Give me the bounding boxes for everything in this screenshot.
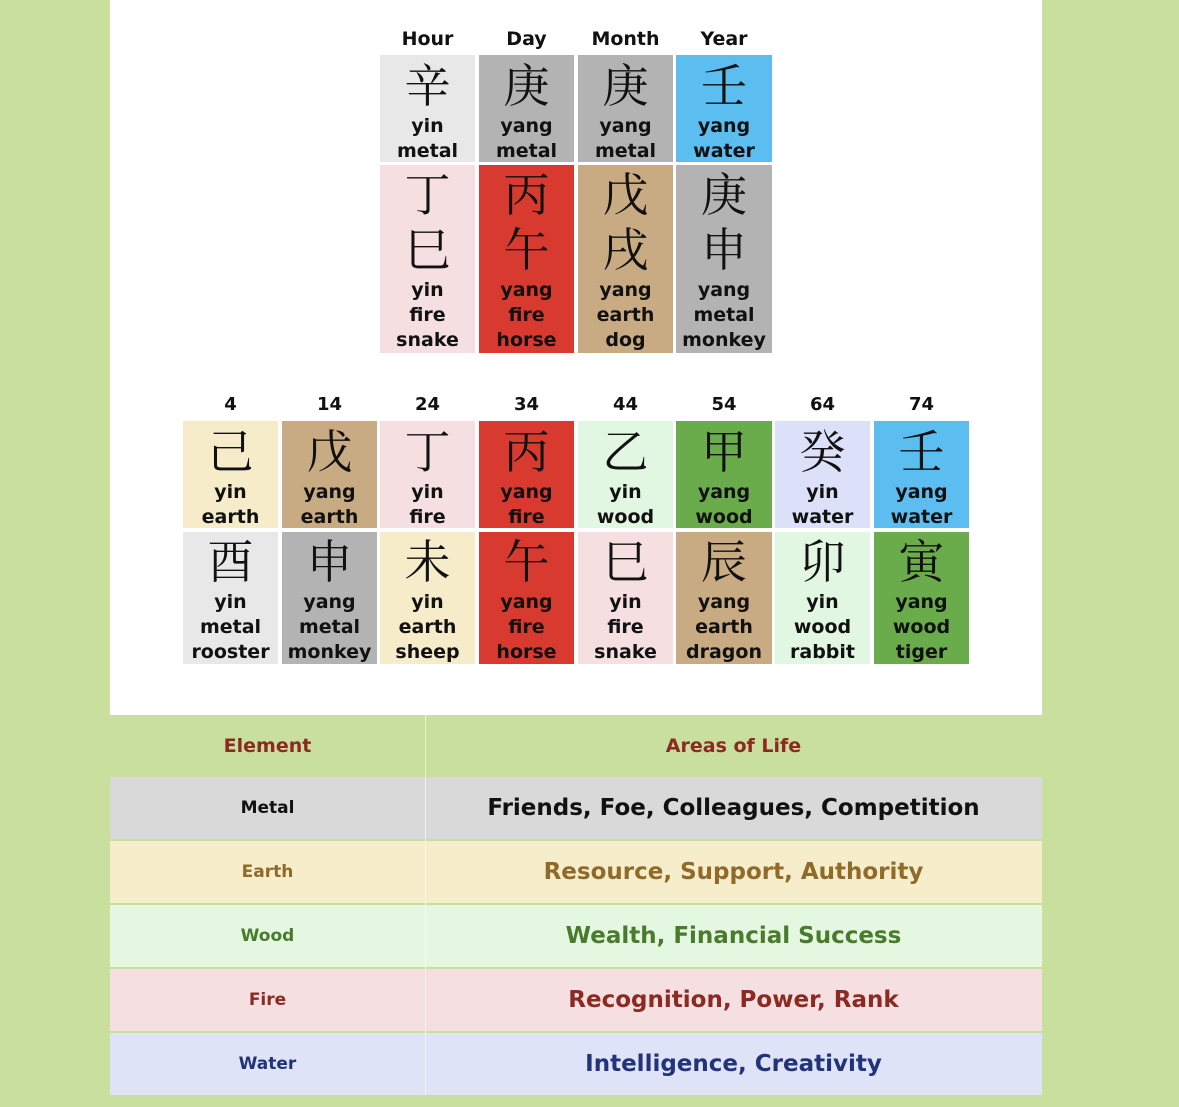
hidden-stem-char: 戊 bbox=[602, 168, 649, 222]
luck-age: 54 bbox=[711, 394, 737, 415]
luck-age: 44 bbox=[612, 394, 639, 415]
branch-animal: monkey bbox=[287, 641, 372, 663]
branch-element: earth bbox=[596, 304, 655, 326]
branch-animal: rabbit bbox=[790, 641, 855, 663]
branch-element: earth bbox=[695, 616, 753, 638]
natal-branch-day bbox=[479, 165, 574, 353]
table-header-row bbox=[110, 715, 1042, 777]
branch-animal: dragon bbox=[686, 641, 762, 663]
stem-polarity: yang bbox=[500, 481, 553, 503]
branch-char: 酉 bbox=[207, 535, 254, 589]
pillar-header-hour: Hour bbox=[401, 28, 454, 50]
stem-polarity: yang bbox=[599, 115, 652, 137]
branch-animal: dog bbox=[605, 329, 646, 351]
branch-char: 巳 bbox=[404, 223, 451, 277]
element-areas: Recognition, Power, Rank bbox=[568, 987, 899, 1013]
branch-polarity: yin bbox=[411, 279, 444, 301]
luck-stem bbox=[775, 421, 870, 528]
branch-polarity: yin bbox=[411, 591, 444, 613]
branch-char: 申 bbox=[701, 223, 747, 277]
table-row-wood bbox=[110, 905, 1042, 967]
branch-polarity: yang bbox=[303, 591, 356, 613]
hidden-stem-char: 庚 bbox=[701, 168, 747, 222]
luck-stem bbox=[874, 421, 969, 528]
luck-age: 34 bbox=[513, 394, 540, 415]
luck-stem bbox=[676, 421, 772, 528]
luck-stem bbox=[282, 421, 377, 528]
branch-animal: horse bbox=[496, 641, 557, 663]
branch-element: fire bbox=[409, 304, 446, 326]
branch-element: metal bbox=[199, 616, 262, 638]
branch-element: earth bbox=[398, 616, 457, 638]
branch-element: wood bbox=[793, 616, 852, 638]
stem-polarity: yin bbox=[411, 115, 444, 137]
branch-animal: snake bbox=[594, 641, 657, 663]
pillar-header-year: Year bbox=[700, 28, 748, 50]
branch-polarity: yang bbox=[895, 591, 948, 613]
element-name: Water bbox=[238, 1054, 297, 1074]
branch-animal: snake bbox=[396, 329, 459, 351]
stem-char: 壬 bbox=[701, 59, 747, 113]
stem-element: earth bbox=[201, 506, 260, 528]
element-name: Earth bbox=[241, 862, 294, 882]
natal-branch-year bbox=[676, 165, 772, 353]
branch-animal: monkey bbox=[682, 329, 766, 351]
branch-element: metal bbox=[693, 304, 755, 326]
branch-element: fire bbox=[607, 616, 644, 638]
stem-polarity: yang bbox=[697, 481, 751, 503]
branch-char: 戌 bbox=[602, 223, 649, 277]
stem-polarity: yin bbox=[411, 481, 444, 503]
luck-branch bbox=[282, 532, 377, 664]
branch-char: 寅 bbox=[898, 535, 945, 589]
branch-char: 未 bbox=[404, 535, 451, 589]
branch-animal: tiger bbox=[895, 641, 948, 663]
branch-polarity: yang bbox=[599, 279, 652, 301]
branch-polarity: yin bbox=[806, 591, 839, 613]
natal-branch-hour bbox=[380, 165, 475, 353]
luck-branch bbox=[183, 532, 278, 664]
luck-age: 14 bbox=[316, 394, 343, 415]
luck-age: 4 bbox=[224, 394, 237, 415]
branch-polarity: yang bbox=[500, 591, 553, 613]
branch-polarity: yang bbox=[500, 279, 553, 301]
luck-stem bbox=[479, 421, 574, 528]
luck-branch bbox=[380, 532, 475, 664]
pillar-header-month: Month bbox=[591, 28, 660, 50]
stem-polarity: yang bbox=[303, 481, 356, 503]
natal-stem-day bbox=[479, 55, 574, 162]
element-areas: Resource, Support, Authority bbox=[543, 859, 924, 885]
stem-char: 甲 bbox=[701, 425, 747, 479]
stem-char: 己 bbox=[207, 425, 254, 479]
stem-polarity: yin bbox=[214, 481, 247, 503]
element-areas: Intelligence, Creativity bbox=[585, 1051, 882, 1077]
hidden-stem-char: 丙 bbox=[503, 168, 550, 222]
branch-polarity: yin bbox=[214, 591, 247, 613]
table-row-fire bbox=[110, 969, 1042, 1031]
stem-polarity: yang bbox=[895, 481, 948, 503]
stem-polarity: yin bbox=[806, 481, 839, 503]
natal-stem-year bbox=[676, 55, 772, 162]
luck-stem bbox=[183, 421, 278, 528]
natal-branch-month bbox=[578, 165, 673, 353]
stem-element: fire bbox=[508, 506, 545, 528]
stem-char: 丁 bbox=[404, 425, 451, 479]
table-header-element: Element bbox=[223, 735, 312, 757]
stem-element: metal bbox=[396, 140, 459, 162]
branch-animal: rooster bbox=[191, 641, 270, 663]
luck-branch bbox=[775, 532, 870, 664]
table-header-areas: Areas of Life bbox=[665, 735, 802, 757]
stem-char: 壬 bbox=[898, 425, 945, 479]
table-column-divider bbox=[425, 715, 426, 1095]
luck-age: 64 bbox=[809, 394, 836, 415]
stem-polarity: yin bbox=[609, 481, 642, 503]
element-name: Fire bbox=[248, 990, 287, 1010]
element-areas: Wealth, Financial Success bbox=[565, 923, 902, 949]
table-row-earth bbox=[110, 841, 1042, 903]
stem-char: 庚 bbox=[602, 59, 649, 113]
branch-element: wood bbox=[892, 616, 951, 638]
stem-element: wood bbox=[596, 506, 655, 528]
stem-element: water bbox=[791, 506, 854, 528]
branch-animal: sheep bbox=[395, 641, 460, 663]
element-name: Wood bbox=[240, 926, 295, 946]
stem-polarity: yang bbox=[500, 115, 553, 137]
stem-char: 癸 bbox=[799, 425, 846, 479]
stem-element: metal bbox=[594, 140, 657, 162]
stem-char: 乙 bbox=[602, 425, 649, 479]
luck-stem bbox=[578, 421, 673, 528]
luck-branch bbox=[578, 532, 673, 664]
branch-char: 辰 bbox=[701, 535, 747, 589]
branch-element: metal bbox=[298, 616, 361, 638]
stem-char: 丙 bbox=[503, 425, 550, 479]
branch-element: fire bbox=[508, 304, 545, 326]
stem-element: fire bbox=[409, 506, 446, 528]
natal-stem-hour bbox=[380, 55, 475, 162]
stem-polarity: yang bbox=[697, 115, 751, 137]
stem-element: wood bbox=[695, 506, 753, 528]
hidden-stem-char: 丁 bbox=[404, 168, 451, 222]
stem-element: water bbox=[890, 506, 953, 528]
stem-element: earth bbox=[300, 506, 359, 528]
natal-stem-month bbox=[578, 55, 673, 162]
table-row-water bbox=[110, 1033, 1042, 1095]
branch-element: fire bbox=[508, 616, 545, 638]
branch-polarity: yang bbox=[697, 591, 751, 613]
luck-branch bbox=[676, 532, 772, 664]
element-name: Metal bbox=[240, 798, 295, 818]
stem-element: metal bbox=[495, 140, 558, 162]
luck-age: 24 bbox=[414, 394, 441, 415]
stem-element: water bbox=[693, 140, 755, 162]
luck-stem bbox=[380, 421, 475, 528]
luck-branch bbox=[479, 532, 574, 664]
stem-char: 庚 bbox=[503, 59, 550, 113]
table-row-metal bbox=[110, 777, 1042, 839]
branch-polarity: yin bbox=[609, 591, 642, 613]
branch-char: 午 bbox=[503, 223, 550, 277]
branch-animal: horse bbox=[496, 329, 557, 351]
element-areas: Friends, Foe, Colleagues, Competition bbox=[487, 795, 980, 821]
pillar-header-day: Day bbox=[506, 28, 547, 50]
branch-char: 午 bbox=[503, 535, 550, 589]
branch-char: 申 bbox=[306, 535, 353, 589]
luck-branch bbox=[874, 532, 969, 664]
stem-char: 辛 bbox=[404, 59, 451, 113]
branch-char: 巳 bbox=[602, 535, 649, 589]
branch-char: 卯 bbox=[799, 535, 846, 589]
stem-char: 戊 bbox=[306, 425, 353, 479]
branch-polarity: yang bbox=[697, 279, 751, 301]
luck-age: 74 bbox=[908, 394, 935, 415]
